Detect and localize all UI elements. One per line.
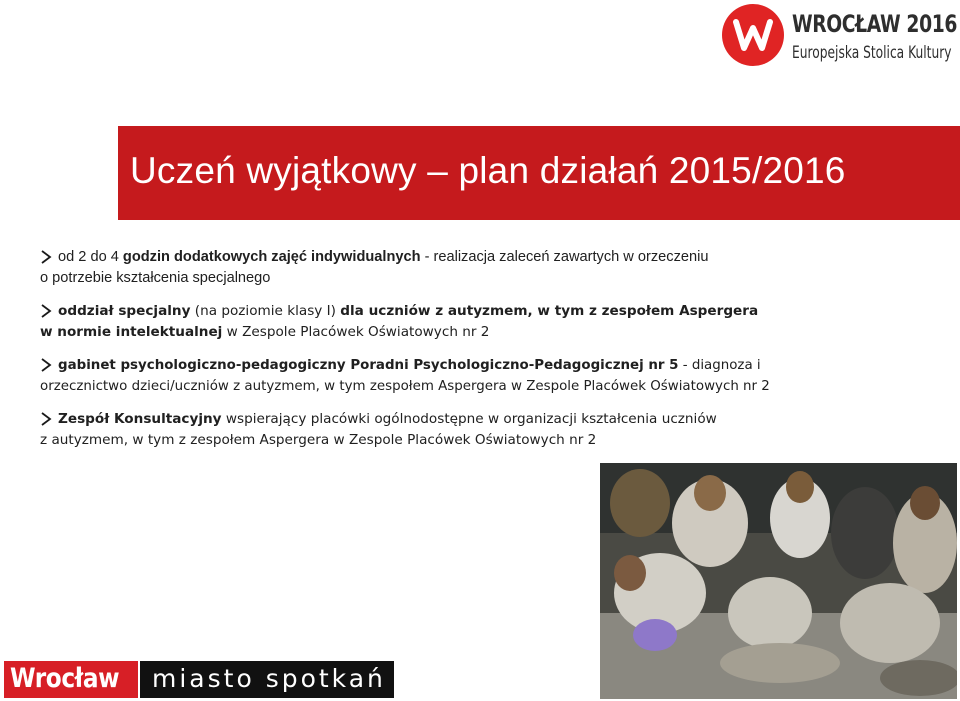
- page-title: Uczeń wyjątkowy – plan działań 2015/2016: [130, 150, 846, 191]
- logo-black-block: [140, 661, 394, 698]
- bullet-line-1: [40, 247, 940, 268]
- bullet-bold-text: w normie intelektualnej: [40, 324, 223, 340]
- bullet-line-2: [40, 376, 940, 397]
- bullet-text: w Zespole Placówek Oświatowych nr 2: [222, 324, 490, 340]
- bullet-bold-text: godzin dodatkowych zajęć indywidualnych: [122, 249, 421, 265]
- bullet-text: (na poziomie klasy I): [190, 303, 341, 319]
- title-banner: [118, 126, 960, 220]
- bullet-line-1: [40, 301, 940, 322]
- arrow-bullet-icon: [40, 358, 52, 372]
- students-photo: [600, 463, 957, 699]
- bullet-list: [40, 247, 940, 463]
- bullet-item: [40, 409, 940, 451]
- bullet-text: z autyzmem, w tym z zespołem Aspergera w Zespole Placówek Oświatowych nr 2: [40, 432, 597, 448]
- bullet-line-2: [40, 322, 940, 343]
- bullet-text: wspierający placówki ogólnodostępne w organizacji kształcenia uczniów: [221, 411, 717, 427]
- bullet-bold-text: oddział specjalny: [58, 303, 191, 319]
- bullet-line-1: [40, 355, 940, 376]
- logo-red-block: [4, 661, 138, 698]
- wroclaw-2016-logo: [722, 4, 958, 70]
- logo-black-text: miasto spotkań: [152, 664, 386, 693]
- bullet-text: o potrzebie kształcenia specjalnego: [40, 270, 271, 286]
- logo-title: WROCŁAW 2016: [792, 10, 957, 38]
- bullet-text: - realizacja zaleceń zawartych w orzeczeniu: [420, 249, 709, 265]
- bullet-bold-text: gabinet psychologiczno-pedagogiczny Poradni Psychologiczno-Pedagogicznej nr 5: [58, 358, 679, 373]
- bullet-item: [40, 301, 940, 343]
- bullet-text: - diagnoza i: [678, 358, 761, 373]
- bullet-bold-text: dla uczniów z autyzmem, w tym z zespołem Aspergera: [340, 303, 759, 319]
- bullet-item: [40, 247, 940, 289]
- arrow-bullet-icon: [40, 304, 52, 318]
- bullet-text: orzecznictwo dzieci/uczniów z autyzmem, w tym zespołem Aspergera w Zespole Placówek Oświatowych nr 2: [40, 379, 770, 394]
- bullet-item: [40, 355, 940, 397]
- wroclaw-miasto-spotkan-logo: [4, 661, 394, 698]
- bullet-bold-text: Zespół Konsultacyjny: [58, 411, 222, 427]
- wroclaw-w-logo-icon: [722, 4, 784, 66]
- bullet-text: od 2 do 4: [58, 249, 123, 265]
- arrow-bullet-icon: [40, 250, 52, 264]
- logo-subtitle: Europejska Stolica Kultury: [792, 43, 952, 63]
- bullet-line-2: [40, 268, 940, 289]
- bullet-line-1: [40, 409, 940, 430]
- arrow-bullet-icon: [40, 412, 52, 426]
- logo-red-text: Wrocław: [10, 663, 120, 694]
- bullet-line-2: [40, 430, 940, 451]
